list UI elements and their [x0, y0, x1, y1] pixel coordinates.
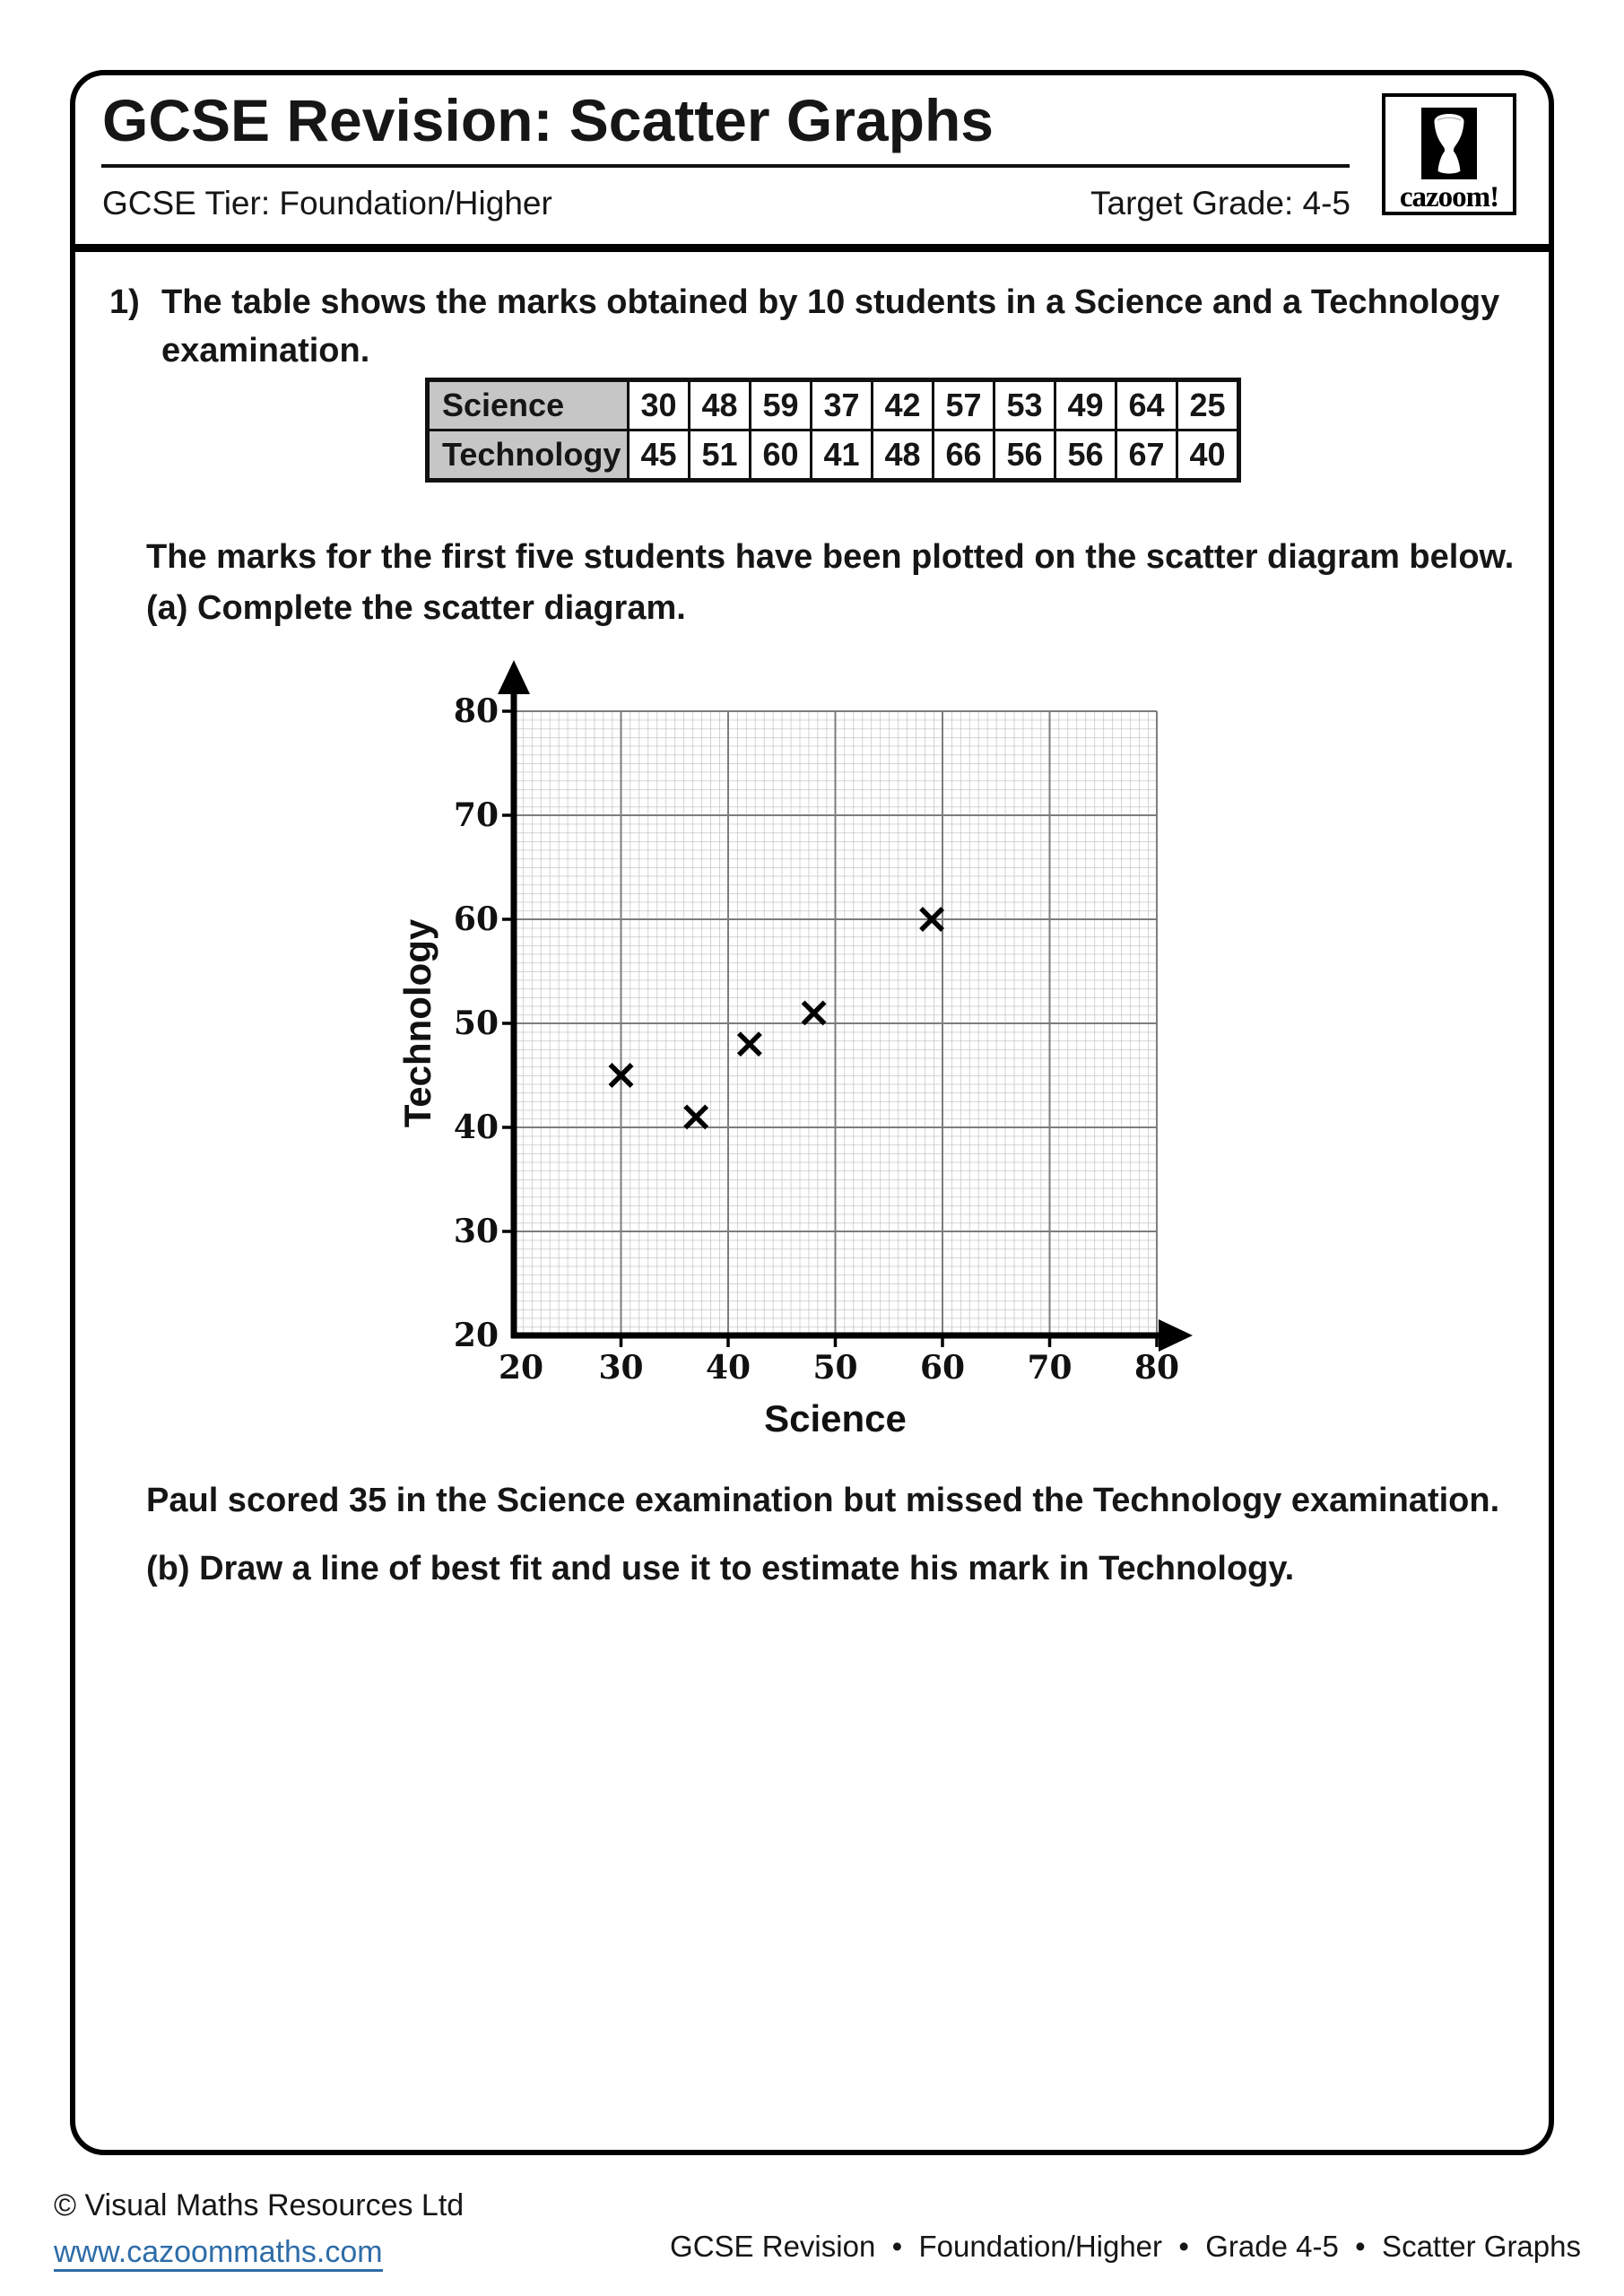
mark-cell: 49 — [1055, 380, 1116, 430]
logo-wordmark: cazoom! — [1399, 181, 1499, 213]
mark-cell: 66 — [934, 430, 994, 481]
intro-text: The marks for the first five students have been plotted on the scatter diagram below. — [146, 538, 1515, 576]
svg-text:60: 60 — [919, 1349, 966, 1387]
title-underline — [101, 164, 1350, 168]
part-b-text: (b) Draw a line of best fit and use it to estimate his mark in Technology. — [146, 1550, 1295, 1587]
target-grade-label: Target Grade: 4-5 — [1090, 185, 1350, 222]
row-header: Technology — [428, 430, 629, 481]
mark-cell: 42 — [873, 380, 934, 430]
svg-text:40: 40 — [453, 1109, 499, 1146]
footer-meta-text: GCSE Revision • Foundation/Higher • Grade 4-5 • Scatter Graphs — [670, 2230, 1581, 2263]
svg-text:30: 30 — [453, 1213, 499, 1250]
website-link[interactable]: www.cazoommaths.com — [54, 2235, 383, 2272]
mark-cell: 40 — [1177, 430, 1239, 481]
logo-black-square — [1421, 108, 1477, 179]
mark-cell: 37 — [812, 380, 873, 430]
tier-label: GCSE Tier: Foundation/Higher — [102, 185, 552, 222]
scatter-diagram — [395, 651, 1220, 1458]
svg-text:80: 80 — [453, 692, 499, 730]
scatter-diagram-area — [395, 651, 1220, 1458]
mark-cell: 30 — [629, 380, 690, 430]
svg-text:Science: Science — [764, 1397, 907, 1439]
mark-cell: 59 — [751, 380, 812, 430]
part-a-text: (a) Complete the scatter diagram. — [146, 589, 686, 627]
mark-cell: 25 — [1177, 380, 1239, 430]
cazoom-logo — [1382, 93, 1516, 215]
mark-cell: 41 — [812, 430, 873, 481]
svg-text:70: 70 — [1027, 1349, 1073, 1387]
page-title: GCSE Revision: Scatter Graphs — [102, 87, 994, 153]
row-header: Science — [428, 380, 629, 430]
drum-icon — [1425, 109, 1473, 178]
mark-cell: 56 — [1055, 430, 1116, 481]
svg-text:30: 30 — [598, 1349, 644, 1387]
mark-cell: 64 — [1116, 380, 1177, 430]
header-divider — [70, 244, 1554, 252]
mark-cell: 53 — [994, 380, 1055, 430]
mark-cell: 51 — [690, 430, 751, 481]
svg-text:60: 60 — [453, 900, 499, 938]
copyright-text: © Visual Maths Resources Ltd — [54, 2188, 465, 2222]
paul-statement-text: Paul scored 35 in the Science examination but missed the Technology examination. — [146, 1482, 1500, 1519]
svg-text:80: 80 — [1133, 1349, 1180, 1387]
svg-text:70: 70 — [453, 796, 499, 834]
question-text-line1: The table shows the marks obtained by 10 students in a Science and a Technology — [161, 283, 1500, 321]
svg-text:20: 20 — [453, 1317, 499, 1354]
table-row — [428, 380, 1239, 430]
svg-text:50: 50 — [453, 1004, 499, 1042]
svg-text:50: 50 — [812, 1349, 858, 1387]
mark-cell: 67 — [1116, 430, 1177, 481]
marks-table — [425, 378, 1241, 483]
question-number: 1) — [109, 283, 140, 321]
mark-cell: 48 — [690, 380, 751, 430]
question-text-line2: examination. — [161, 332, 370, 370]
svg-text:20: 20 — [498, 1349, 544, 1387]
mark-cell: 60 — [751, 430, 812, 481]
mark-cell: 57 — [934, 380, 994, 430]
svg-text:Technology: Technology — [396, 918, 439, 1128]
mark-cell: 45 — [629, 430, 690, 481]
table-row — [428, 430, 1239, 481]
mark-cell: 56 — [994, 430, 1055, 481]
svg-text:40: 40 — [705, 1349, 751, 1387]
mark-cell: 48 — [873, 430, 934, 481]
